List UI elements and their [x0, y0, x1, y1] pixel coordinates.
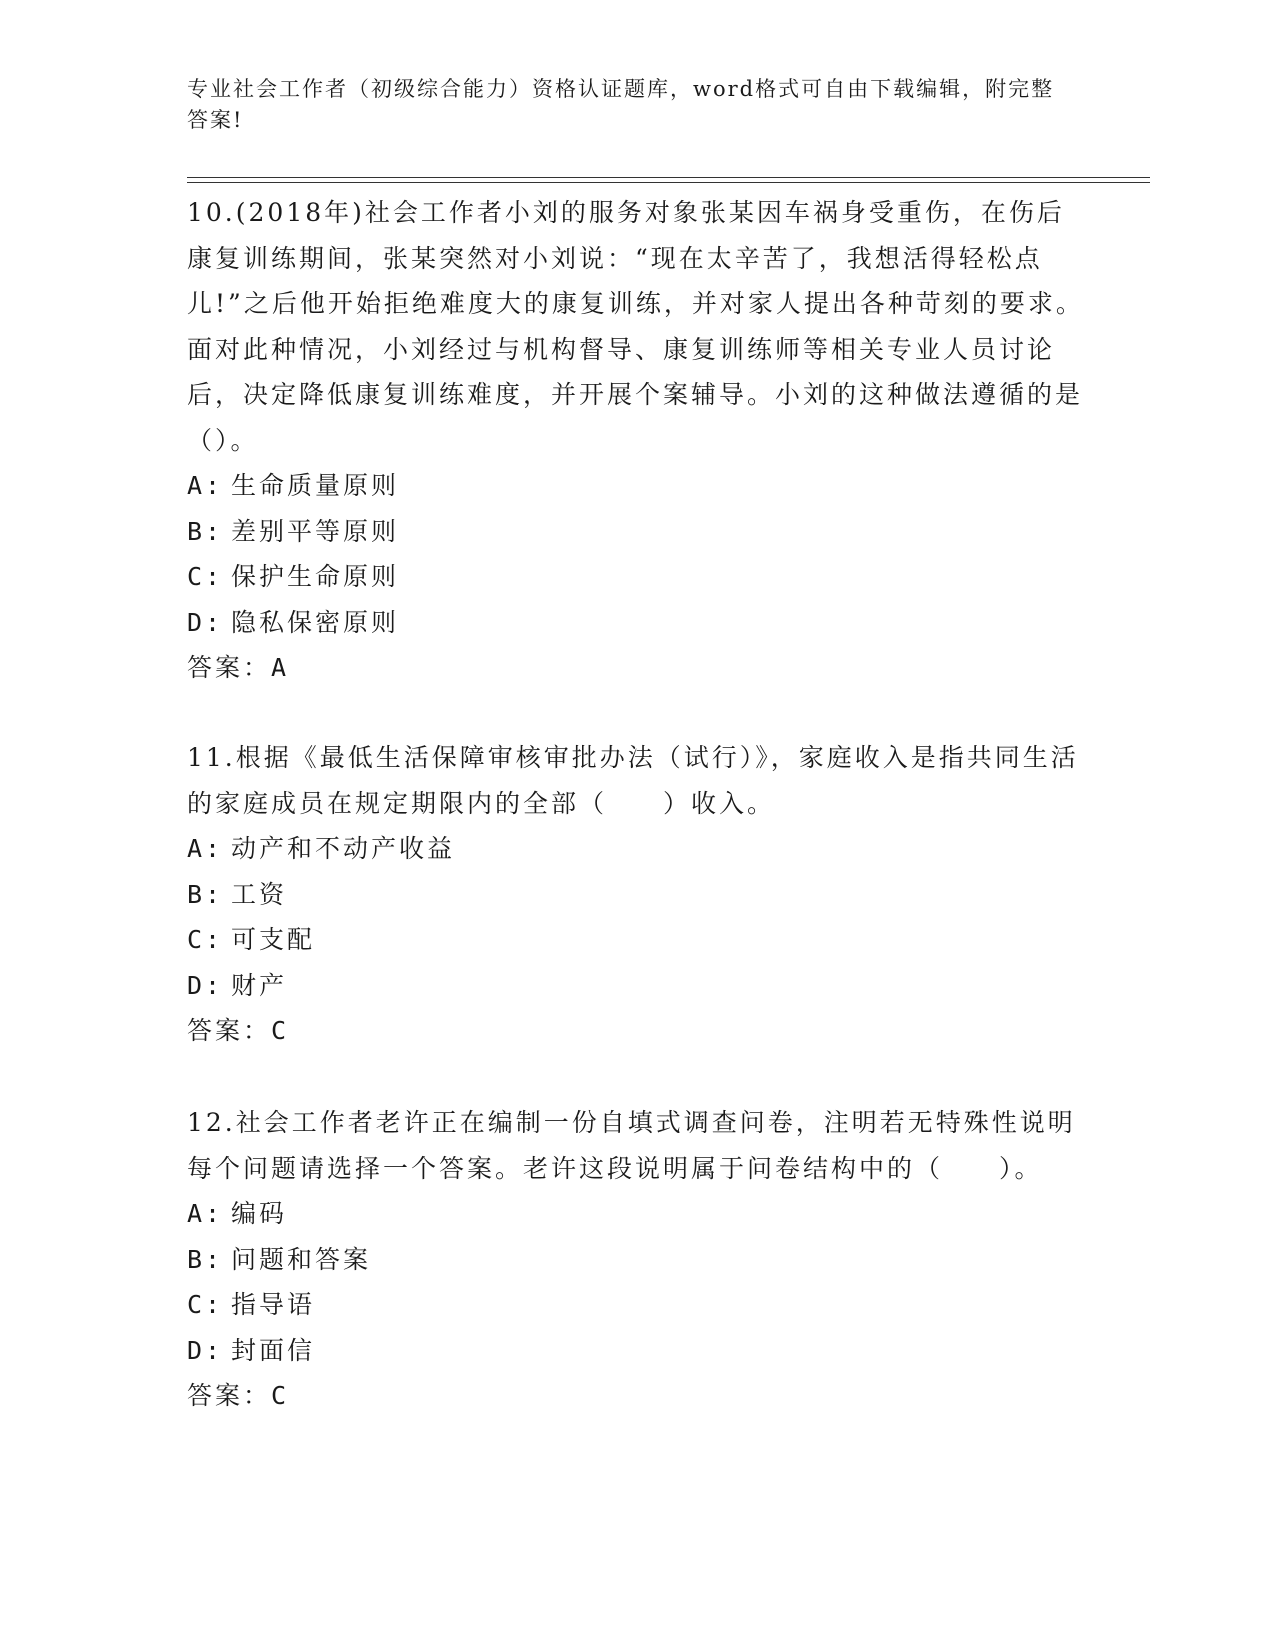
- question-stem: 11.根据《最低生活保障审核审批办法（试行）》，家庭收入是指共同生活的家庭成员在规定期限内的全部（ ）收入。: [187, 743, 1079, 818]
- option-c: [187, 1282, 1087, 1328]
- option-letter: A:: [187, 834, 224, 863]
- option-d: [187, 1328, 1087, 1374]
- question-stem: 12.社会工作者老许正在编制一份自填式调查问卷，注明若无特殊性说明每个问题请选择一个答案。老许这段说明属于问卷结构中的（ ）。: [187, 1108, 1076, 1183]
- option-c: [187, 554, 1087, 600]
- option-text: 动产和不动产收益: [231, 834, 456, 863]
- question-11: [187, 735, 1087, 1054]
- question-stem: 10.(2018年)社会工作者小刘的服务对象张某因车祸身受重伤，在伤后康复训练期间，张某突然对小刘说：“现在太辛苦了，我想活得轻松点儿!”之后他开始拒绝难度大的康复训练，并对家人提出各种苛刻的要求。面对此种情况，小刘经过与机构督导、康复训练师等相关专业人员讨论后，决定降低康复训练难度，并开展个案辅导。小刘的这种做法遵循的是（）。: [187, 198, 1084, 455]
- option-text: 生命质量原则: [231, 471, 400, 500]
- option-letter: C:: [187, 562, 224, 591]
- option-text: 差别平等原则: [231, 516, 400, 546]
- option-b: [187, 872, 1087, 918]
- option-a: [187, 1191, 1087, 1237]
- option-text: 问题和答案: [231, 1244, 372, 1274]
- answer-line: [187, 1008, 1087, 1054]
- option-text: 财产: [231, 970, 288, 1000]
- option-b: [187, 1237, 1087, 1283]
- option-letter: D:: [187, 607, 224, 637]
- option-list: [187, 463, 1087, 645]
- question-12: [187, 1100, 1087, 1419]
- answer-value: C: [271, 1016, 290, 1045]
- option-d: [187, 963, 1087, 1009]
- answer-label: 答案：: [187, 1016, 272, 1045]
- option-letter: D:: [187, 970, 224, 1000]
- option-text: 编码: [231, 1199, 288, 1228]
- answer-line: [187, 645, 1087, 691]
- option-letter: B:: [187, 516, 224, 546]
- option-text: 隐私保密原则: [231, 607, 400, 637]
- answer-label: 答案：: [187, 653, 272, 682]
- option-list: [187, 1191, 1087, 1373]
- option-letter: A:: [187, 1199, 224, 1228]
- option-letter: C:: [187, 1290, 224, 1319]
- option-a: [187, 463, 1087, 509]
- option-text: 工资: [231, 879, 288, 909]
- option-letter: B:: [187, 879, 224, 909]
- option-list: [187, 826, 1087, 1008]
- answer-label: 答案：: [187, 1381, 272, 1410]
- answer-value: A: [271, 653, 290, 682]
- option-letter: D:: [187, 1335, 224, 1365]
- answer-value: C: [271, 1381, 290, 1410]
- document-header: 专业社会工作者（初级综合能力）资格认证题库，word格式可自由下载编辑，附完整答案!: [187, 77, 1055, 132]
- option-b: [187, 509, 1087, 555]
- option-text: 指导语: [231, 1290, 316, 1319]
- option-c: [187, 917, 1087, 963]
- option-text: 可支配: [231, 925, 316, 954]
- option-text: 封面信: [231, 1335, 316, 1365]
- question-10: [187, 190, 1087, 691]
- option-letter: A:: [187, 471, 224, 500]
- answer-line: [187, 1373, 1087, 1419]
- option-letter: C:: [187, 925, 224, 954]
- option-text: 保护生命原则: [231, 562, 400, 591]
- option-letter: B:: [187, 1244, 224, 1274]
- header-divider: [187, 177, 1150, 183]
- option-d: [187, 600, 1087, 646]
- option-a: [187, 826, 1087, 872]
